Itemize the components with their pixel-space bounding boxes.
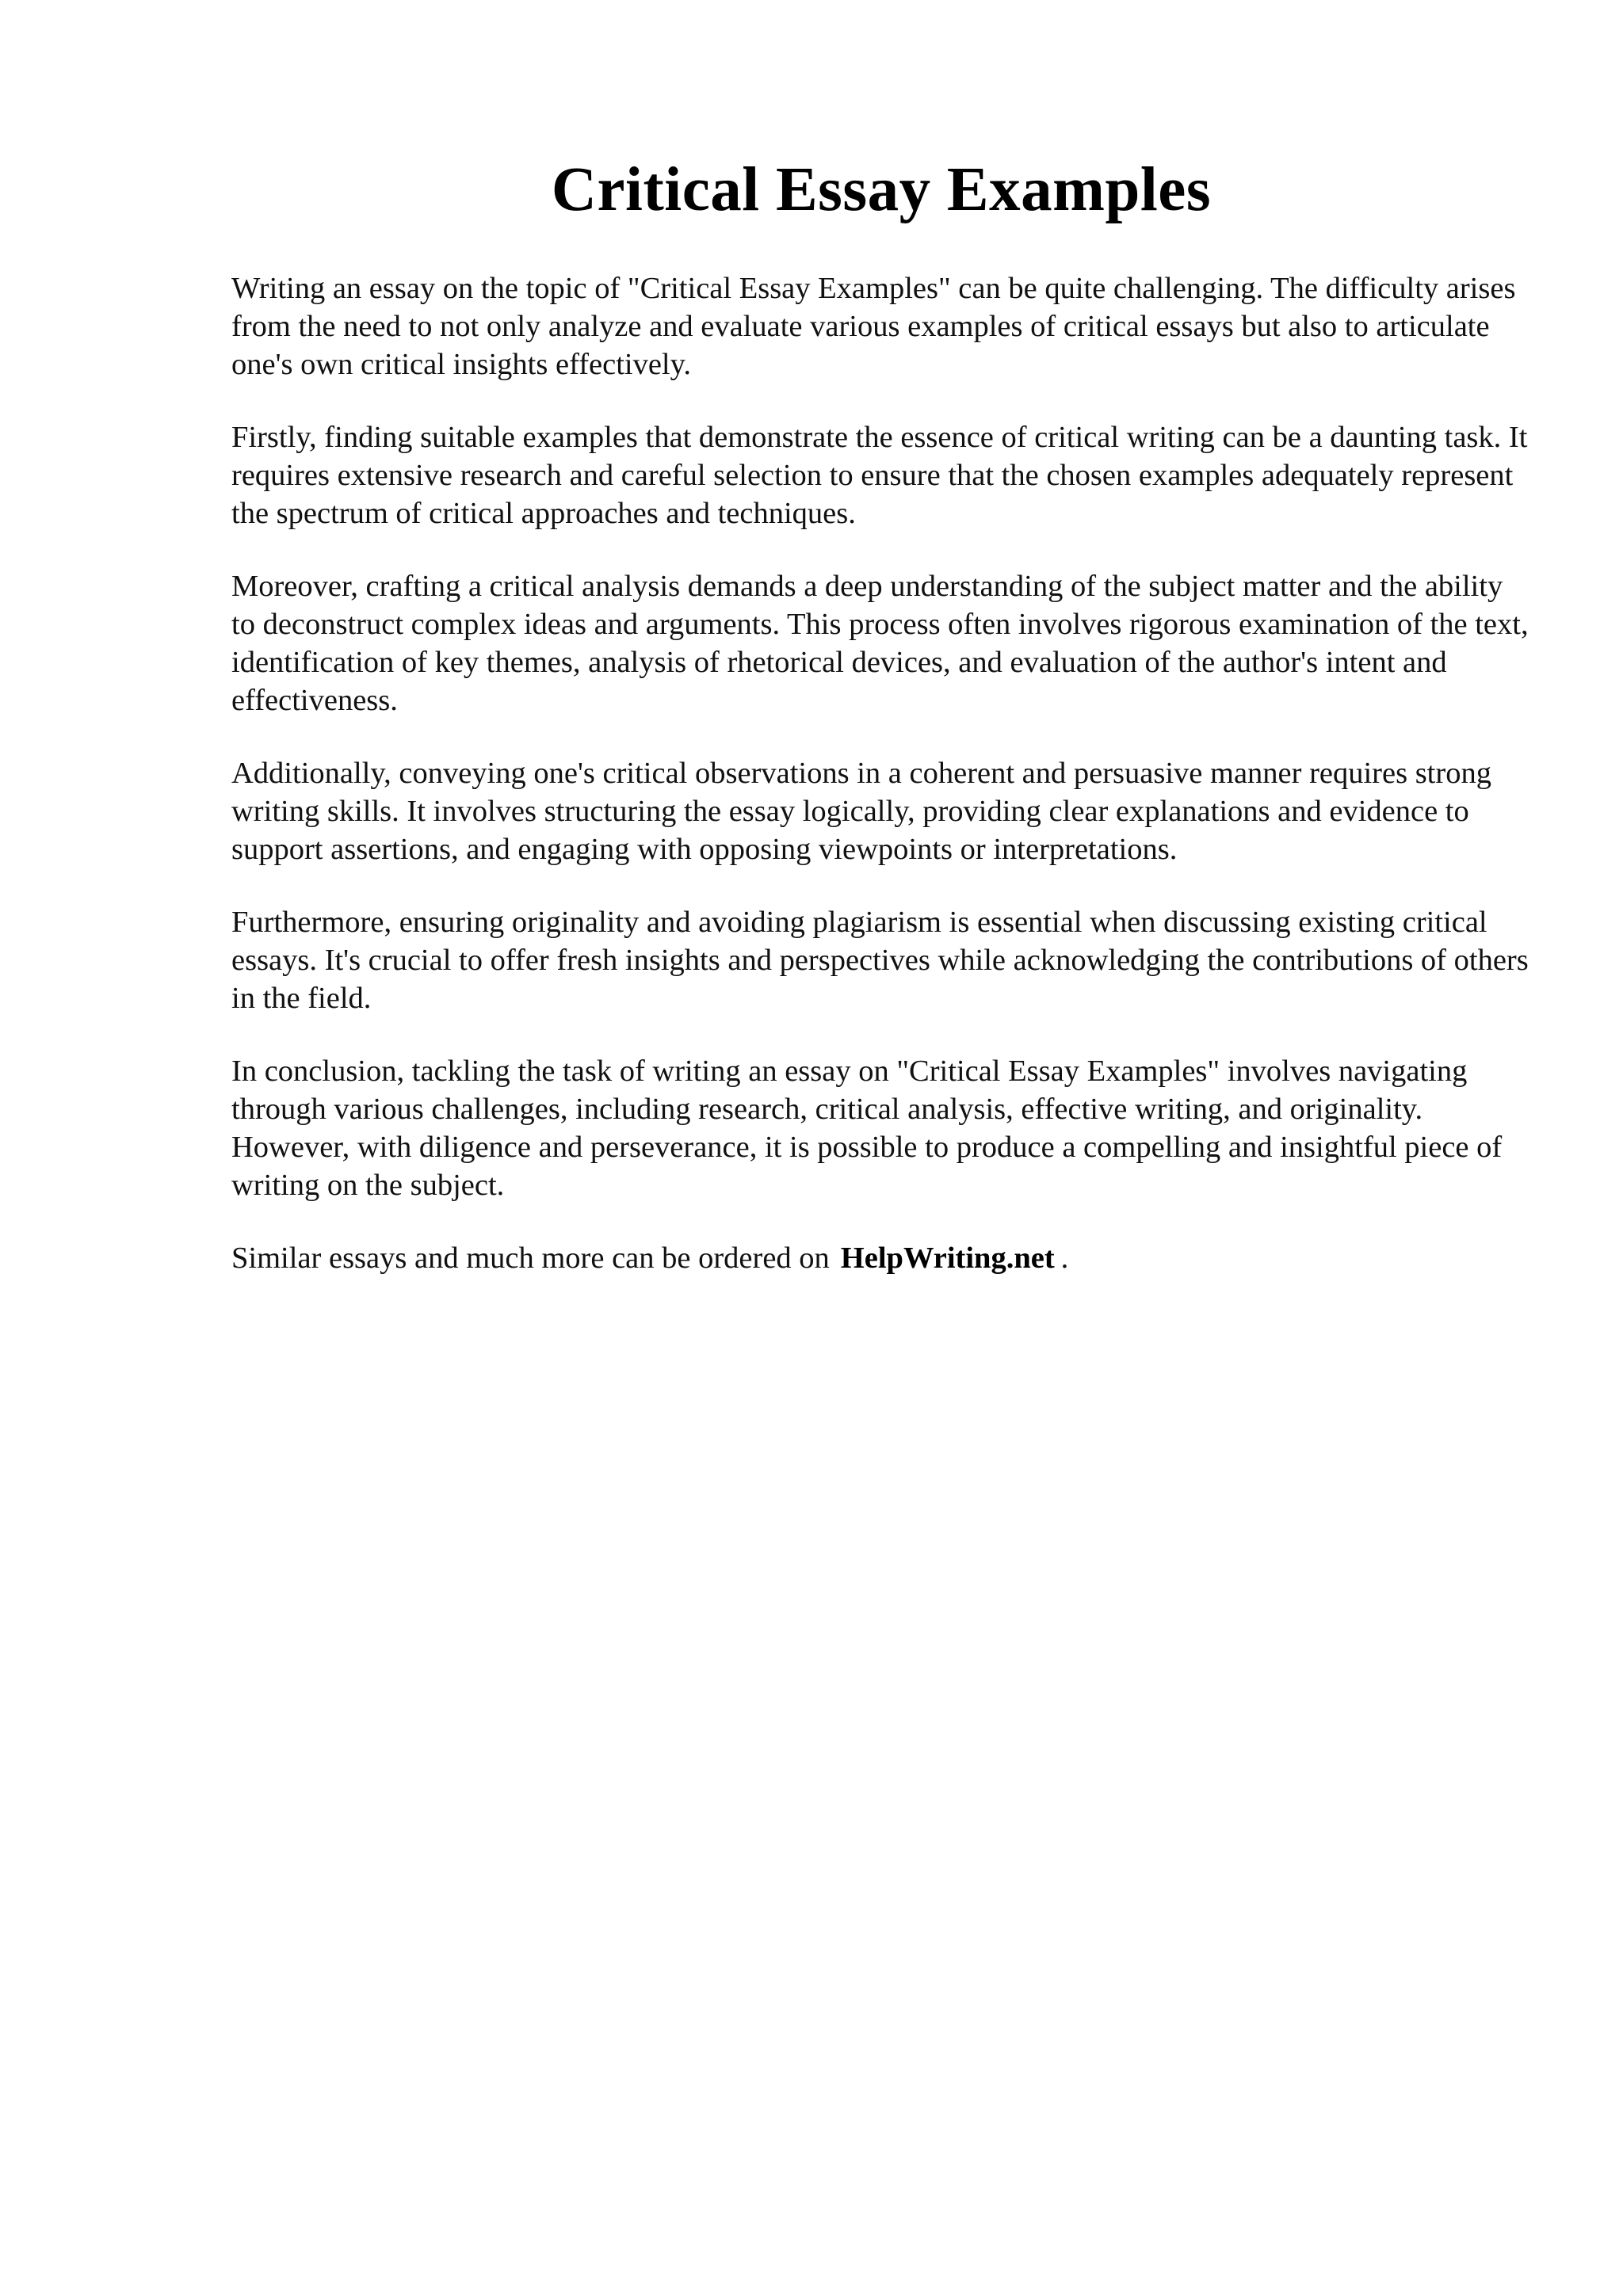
document-body (231, 151, 1531, 1277)
paragraph-firstly: Firstly, finding suitable examples that demonstrate the essence of critical writing can be a daunting task. It requires extensive research and careful selection to ensure that the chosen examples adequately represent the spectrum of critical approaches and techniques. (231, 421, 1528, 530)
helpwriting-link[interactable]: HelpWriting.net (840, 1241, 1055, 1275)
closing-period: . (1060, 1241, 1069, 1275)
paragraph-conclusion: In conclusion, tackling the task of writing an essay on "Critical Essay Examples" involves navigating through various challenges, including research, critical analysis, effective writing, and originality. However, with diligence and perseverance, it is possible to produce a compelling and insightful piece of writing on the subject. (231, 1055, 1503, 1202)
paragraph-moreover: Moreover, crafting a critical analysis demands a deep understanding of the subject matter and the ability to deconstruct complex ideas and arguments. This process often involves rigorous examination of the text, identification of key themes, analysis of rhetorical devices, and evaluation of the author's intent and effectiveness. (231, 570, 1529, 717)
paragraph-furthermore: Furthermore, ensuring originality and avoiding plagiarism is essential when discussing existing critical essays. It's crucial to offer fresh insights and perspectives while acknowledging the contributions of others in the field. (231, 906, 1529, 1015)
paragraph-intro: Writing an essay on the topic of "Critical Essay Examples" can be quite challenging. The difficulty arises from the need to not only analyze and evaluate various examples of critical essays but also to articulate one's own critical insights effectively. (231, 272, 1516, 381)
closing-line (231, 1239, 1531, 1277)
paragraph-additionally: Additionally, conveying one's critical observations in a coherent and persuasive manner requires strong writing skills. It involves structuring the essay logically, providing clear explanations and evidence to support assertions, and engaging with opposing viewpoints or interpretations. (231, 757, 1491, 866)
closing-text: Similar essays and much more can be ordered on (231, 1241, 830, 1275)
document-title: Critical Essay Examples (551, 155, 1212, 224)
